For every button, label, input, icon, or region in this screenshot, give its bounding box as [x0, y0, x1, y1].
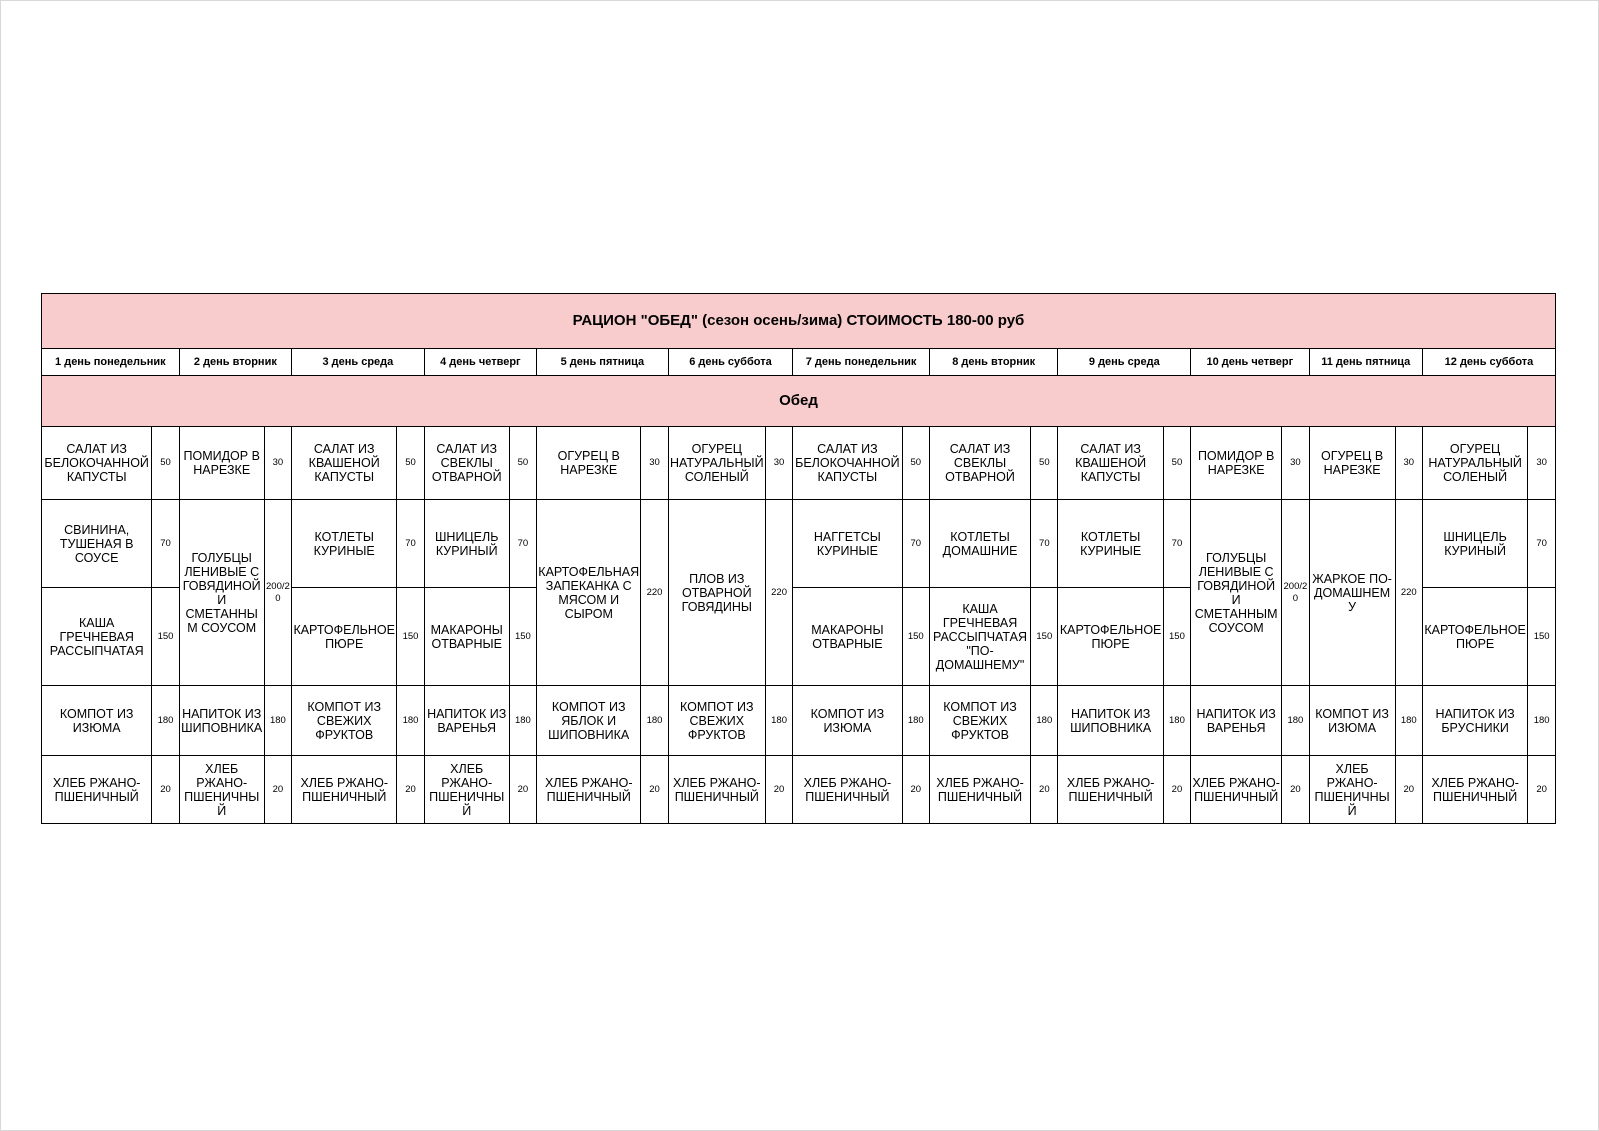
main-course-row: [42, 500, 1556, 588]
weight-cell: 20: [1528, 756, 1556, 824]
dish-cell: САЛАТ ИЗ СВЕКЛЫ ОТВАРНОЙ: [929, 427, 1030, 500]
dish-cell: САЛАТ ИЗ СВЕКЛЫ ОТВАРНОЙ: [424, 427, 509, 500]
weight-cell: 20: [1282, 756, 1309, 824]
day-header: 1 день понедельник: [42, 349, 180, 376]
day-header: 7 день понедельник: [793, 349, 930, 376]
weight-cell: 70: [397, 500, 424, 588]
weight-cell: 20: [1163, 756, 1190, 824]
weight-cell: 180: [264, 686, 291, 756]
dish-cell: ХЛЕБ РЖАНО-ПШЕНИЧНЫЙ: [42, 756, 152, 824]
weight-cell: 70: [1031, 500, 1058, 588]
weight-cell: 150: [1031, 588, 1058, 686]
dish-cell: КАША ГРЕЧНЕВАЯ РАССЫПЧАТАЯ: [42, 588, 152, 686]
days-header-row: [42, 349, 1556, 376]
weight-cell: 220: [641, 500, 668, 686]
dish-cell: ПОМИДОР В НАРЕЗКЕ: [179, 427, 264, 500]
day-header: 11 день пятница: [1309, 349, 1422, 376]
weight-cell: 20: [397, 756, 424, 824]
dish-cell: ХЛЕБ РЖАНО-ПШЕНИЧНЫЙ: [1058, 756, 1163, 824]
weight-cell: 20: [1395, 756, 1422, 824]
weight-cell: 30: [1395, 427, 1422, 500]
dish-cell: НАГГЕТСЫ КУРИНЫЕ: [793, 500, 902, 588]
dish-cell: ХЛЕБ РЖАНО-ПШЕНИЧНЫЙ: [793, 756, 902, 824]
weight-cell: 30: [765, 427, 792, 500]
weight-cell: 180: [1282, 686, 1309, 756]
dish-cell: КАРТОФЕЛЬНАЯ ЗАПЕКАНКА С МЯСОМ И СЫРОМ: [537, 500, 641, 686]
weight-cell: 20: [641, 756, 668, 824]
drink-row: [42, 686, 1556, 756]
day-header: 9 день среда: [1058, 349, 1191, 376]
weight-cell: 20: [264, 756, 291, 824]
dish-cell: НАПИТОК ИЗ ВАРЕНЬЯ: [1191, 686, 1282, 756]
weight-cell: 180: [1031, 686, 1058, 756]
weight-cell: 180: [152, 686, 179, 756]
weight-cell: 20: [1031, 756, 1058, 824]
dish-cell: КОМПОТ ИЗ ИЗЮМА: [42, 686, 152, 756]
weight-cell: 150: [902, 588, 929, 686]
dish-cell: ГОЛУБЦЫ ЛЕНИВЫЕ С ГОВЯДИНОЙ И СМЕТАННЫМ СОУСОМ: [1191, 500, 1282, 686]
weight-cell: 200/20: [264, 500, 291, 686]
weight-cell: 200/20: [1282, 500, 1309, 686]
dish-cell: КОМПОТ ИЗ ЯБЛОК И ШИПОВНИКА: [537, 686, 641, 756]
bread-row: [42, 756, 1556, 824]
day-header: 12 день суббота: [1422, 349, 1555, 376]
weight-cell: 50: [152, 427, 179, 500]
weight-cell: 70: [509, 500, 536, 588]
menu-table: [41, 293, 1556, 824]
weight-cell: 30: [641, 427, 668, 500]
day-header: 8 день вторник: [929, 349, 1058, 376]
weight-cell: 20: [509, 756, 536, 824]
dish-cell: ХЛЕБ РЖАНО-ПШЕНИЧНЫЙ: [1422, 756, 1527, 824]
dish-cell: КОМПОТ ИЗ ИЗЮМА: [1309, 686, 1395, 756]
dish-cell: ХЛЕБ РЖАНО-ПШЕНИЧНЫЙ: [1191, 756, 1282, 824]
dish-cell: САЛАТ ИЗ КВАШЕНОЙ КАПУСТЫ: [292, 427, 397, 500]
weight-cell: 180: [509, 686, 536, 756]
weight-cell: 180: [1163, 686, 1190, 756]
weight-cell: 20: [152, 756, 179, 824]
dish-cell: КОМПОТ ИЗ СВЕЖИХ ФРУКТОВ: [668, 686, 765, 756]
dish-cell: МАКАРОНЫ ОТВАРНЫЕ: [424, 588, 509, 686]
dish-cell: ХЛЕБ РЖАНО-ПШЕНИЧНЫЙ: [929, 756, 1030, 824]
dish-cell: ШНИЦЕЛЬ КУРИНЫЙ: [424, 500, 509, 588]
salad-row: [42, 427, 1556, 500]
dish-cell: НАПИТОК ИЗ БРУСНИКИ: [1422, 686, 1527, 756]
dish-cell: КОМПОТ ИЗ ИЗЮМА: [793, 686, 902, 756]
dish-cell: ПЛОВ ИЗ ОТВАРНОЙ ГОВЯДИНЫ: [668, 500, 765, 686]
dish-cell: КАША ГРЕЧНЕВАЯ РАССЫПЧАТАЯ "ПО-ДОМАШНЕМУ": [929, 588, 1030, 686]
weight-cell: 180: [765, 686, 792, 756]
dish-cell: СВИНИНА, ТУШЕНАЯ В СОУСЕ: [42, 500, 152, 588]
dish-cell: САЛАТ ИЗ БЕЛОКОЧАННОЙ КАПУСТЫ: [793, 427, 902, 500]
dish-cell: КАРТОФЕЛЬНОЕ ПЮРЕ: [1058, 588, 1163, 686]
dish-cell: ПОМИДОР В НАРЕЗКЕ: [1191, 427, 1282, 500]
section-label: Обед: [42, 376, 1556, 427]
weight-cell: 180: [641, 686, 668, 756]
weight-cell: 220: [765, 500, 792, 686]
section-row: [42, 376, 1556, 427]
weight-cell: 70: [902, 500, 929, 588]
dish-cell: КОМПОТ ИЗ СВЕЖИХ ФРУКТОВ: [292, 686, 397, 756]
day-header: 5 день пятница: [537, 349, 669, 376]
weight-cell: 180: [1528, 686, 1556, 756]
weight-cell: 30: [1282, 427, 1309, 500]
menu-title: РАЦИОН "ОБЕД" (сезон осень/зима) СТОИМОСТЬ 180-00 руб: [42, 294, 1556, 349]
dish-cell: МАКАРОНЫ ОТВАРНЫЕ: [793, 588, 902, 686]
dish-cell: ХЛЕБ РЖАНО-ПШЕНИЧНЫЙ: [424, 756, 509, 824]
dish-cell: НАПИТОК ИЗ ШИПОВНИКА: [1058, 686, 1163, 756]
dish-cell: ОГУРЕЦ В НАРЕЗКЕ: [537, 427, 641, 500]
dish-cell: ХЛЕБ РЖАНО-ПШЕНИЧНЫЙ: [537, 756, 641, 824]
dish-cell: НАПИТОК ИЗ ШИПОВНИКА: [179, 686, 264, 756]
weight-cell: 150: [152, 588, 179, 686]
dish-cell: ШНИЦЕЛЬ КУРИНЫЙ: [1422, 500, 1527, 588]
weight-cell: 220: [1395, 500, 1422, 686]
dish-cell: ГОЛУБЦЫ ЛЕНИВЫЕ С ГОВЯДИНОЙ И СМЕТАННЫМ СОУСОМ: [179, 500, 264, 686]
weight-cell: 20: [902, 756, 929, 824]
dish-cell: ХЛЕБ РЖАНО-ПШЕНИЧНЫЙ: [292, 756, 397, 824]
weight-cell: 180: [397, 686, 424, 756]
dish-cell: ОГУРЕЦ НАТУРАЛЬНЫЙ СОЛЕНЫЙ: [668, 427, 765, 500]
weight-cell: 50: [509, 427, 536, 500]
weight-cell: 50: [902, 427, 929, 500]
day-header: 6 день суббота: [668, 349, 793, 376]
weight-cell: 150: [509, 588, 536, 686]
weight-cell: 70: [152, 500, 179, 588]
day-header: 2 день вторник: [179, 349, 291, 376]
dish-cell: КАРТОФЕЛЬНОЕ ПЮРЕ: [292, 588, 397, 686]
weight-cell: 70: [1163, 500, 1190, 588]
weight-cell: 30: [264, 427, 291, 500]
dish-cell: ОГУРЕЦ НАТУРАЛЬНЫЙ СОЛЕНЫЙ: [1422, 427, 1527, 500]
day-header: 3 день среда: [292, 349, 425, 376]
day-header: 10 день четверг: [1191, 349, 1309, 376]
weight-cell: 50: [1031, 427, 1058, 500]
dish-cell: САЛАТ ИЗ БЕЛОКОЧАННОЙ КАПУСТЫ: [42, 427, 152, 500]
dish-cell: КОМПОТ ИЗ СВЕЖИХ ФРУКТОВ: [929, 686, 1030, 756]
weight-cell: 150: [397, 588, 424, 686]
dish-cell: КОТЛЕТЫ КУРИНЫЕ: [292, 500, 397, 588]
dish-cell: ХЛЕБ РЖАНО-ПШЕНИЧНЫЙ: [668, 756, 765, 824]
dish-cell: КОТЛЕТЫ КУРИНЫЕ: [1058, 500, 1163, 588]
weight-cell: 20: [765, 756, 792, 824]
weight-cell: 50: [397, 427, 424, 500]
dish-cell: ОГУРЕЦ В НАРЕЗКЕ: [1309, 427, 1395, 500]
weight-cell: 30: [1528, 427, 1556, 500]
weight-cell: 50: [1163, 427, 1190, 500]
dish-cell: КОТЛЕТЫ ДОМАШНИЕ: [929, 500, 1030, 588]
dish-cell: ЖАРКОЕ ПО-ДОМАШНЕМУ: [1309, 500, 1395, 686]
weight-cell: 180: [1395, 686, 1422, 756]
dish-cell: НАПИТОК ИЗ ВАРЕНЬЯ: [424, 686, 509, 756]
dish-cell: ХЛЕБ РЖАНО-ПШЕНИЧНЫЙ: [179, 756, 264, 824]
weight-cell: 150: [1528, 588, 1556, 686]
dish-cell: ХЛЕБ РЖАНО-ПШЕНИЧНЫЙ: [1309, 756, 1395, 824]
weight-cell: 150: [1163, 588, 1190, 686]
day-header: 4 день четверг: [424, 349, 536, 376]
title-row: [42, 294, 1556, 349]
dish-cell: САЛАТ ИЗ КВАШЕНОЙ КАПУСТЫ: [1058, 427, 1163, 500]
dish-cell: КАРТОФЕЛЬНОЕ ПЮРЕ: [1422, 588, 1527, 686]
weight-cell: 180: [902, 686, 929, 756]
weight-cell: 70: [1528, 500, 1556, 588]
